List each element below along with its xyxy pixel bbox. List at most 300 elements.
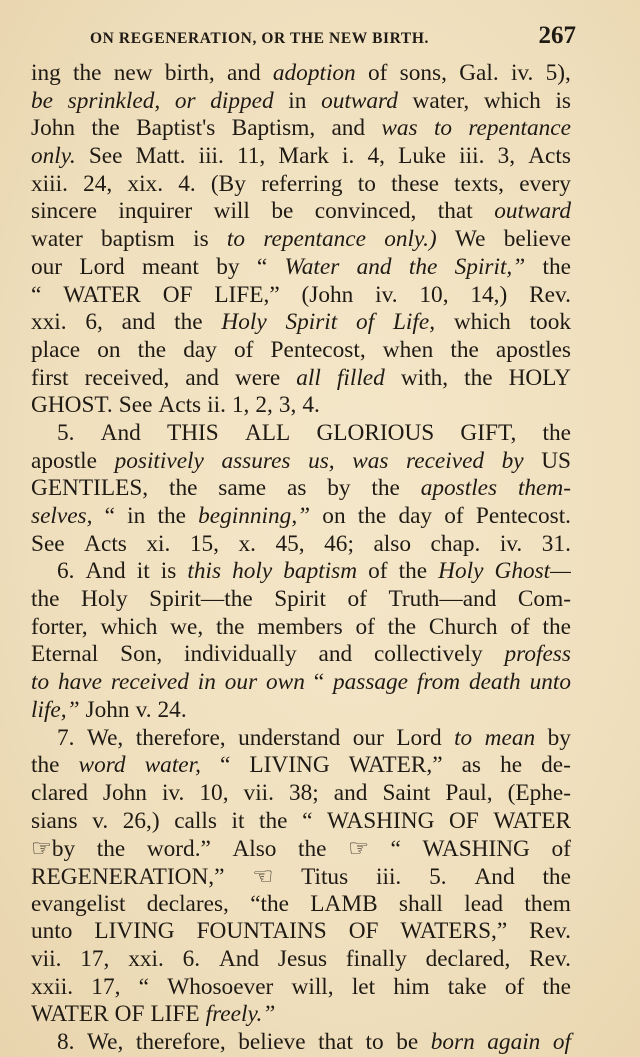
word: of <box>551 836 571 863</box>
word: WATERS,” <box>400 918 508 945</box>
word: or <box>174 87 196 114</box>
word: and <box>333 779 368 806</box>
word: And <box>218 946 260 972</box>
word: Baptist's <box>136 115 216 142</box>
word: of <box>234 336 254 363</box>
word: Life, <box>392 309 436 336</box>
text-line <box>31 1001 571 1029</box>
word: sprinkled, <box>67 87 161 114</box>
word: beginning,” <box>198 503 311 529</box>
word: shall <box>398 890 443 917</box>
text-line <box>31 392 571 420</box>
text-line <box>31 614 571 642</box>
word: will, <box>291 973 334 1000</box>
word: inquirer <box>118 198 193 225</box>
word: Mark <box>278 143 329 170</box>
word: every <box>519 170 571 197</box>
word: holy <box>232 558 273 585</box>
text-line <box>31 752 571 780</box>
word: vii. <box>243 779 274 806</box>
word: adoption <box>272 60 356 86</box>
text-line <box>31 558 571 586</box>
word: will <box>213 198 250 225</box>
text-line <box>31 448 571 476</box>
page-number: 267 <box>538 22 576 49</box>
word: own <box>266 669 305 696</box>
word: of <box>355 613 375 640</box>
text-line <box>31 531 571 559</box>
text-line <box>31 198 571 226</box>
word: the <box>215 613 245 640</box>
word: i. <box>342 143 355 170</box>
word: of <box>367 60 388 86</box>
word: them <box>524 890 571 917</box>
word: understand <box>238 724 341 751</box>
word: and <box>185 364 219 391</box>
word: 45, <box>275 530 305 557</box>
text-line <box>31 254 571 282</box>
word: Lord <box>79 253 125 280</box>
word: by <box>547 724 571 751</box>
word: and <box>356 253 392 280</box>
word: him <box>393 973 430 1000</box>
word: GHOST. <box>31 392 113 419</box>
word: Matt. <box>135 143 186 170</box>
word: death <box>468 669 521 696</box>
word: 5. <box>429 863 447 890</box>
word: be <box>31 87 53 114</box>
word: of <box>368 558 388 585</box>
word: which <box>483 87 541 114</box>
word: also <box>373 530 411 557</box>
word: GIFT, <box>460 419 517 446</box>
word: Gal. <box>459 60 499 86</box>
word: ☜ <box>252 863 274 890</box>
word: which <box>453 309 511 336</box>
word: texts, <box>454 170 504 197</box>
word: 3, <box>497 143 516 170</box>
word: John <box>31 115 76 142</box>
word: Spirit—the <box>149 586 253 613</box>
word: v. <box>135 696 152 723</box>
word: Holy <box>81 586 128 613</box>
word: 4. <box>178 170 196 197</box>
text-line <box>31 309 571 337</box>
word: iv. <box>161 779 185 806</box>
word: iv. <box>375 281 398 308</box>
word: water, <box>144 752 201 779</box>
word: See <box>31 530 65 557</box>
word: it <box>231 807 245 834</box>
word: Titus <box>301 863 349 890</box>
word: outward <box>494 198 571 225</box>
word: profess <box>504 641 571 668</box>
word: of <box>444 503 464 529</box>
word: WATER,” <box>348 752 443 779</box>
word: And <box>100 419 141 446</box>
word: (John <box>301 281 354 308</box>
word: the <box>542 863 571 890</box>
text-line <box>31 891 571 919</box>
word: ALL <box>244 419 291 446</box>
word: assures <box>221 447 291 474</box>
word: forter, <box>31 613 88 640</box>
word: ☞by <box>31 836 76 863</box>
word: mean <box>484 724 536 751</box>
word: have <box>58 669 102 696</box>
word: ☞ <box>348 836 369 863</box>
text-line <box>31 171 571 199</box>
text-line <box>31 641 571 669</box>
word: received, <box>84 364 170 391</box>
word: Water <box>284 253 340 280</box>
word: Rev. <box>529 946 571 972</box>
text-line <box>31 586 571 614</box>
word: 31. <box>541 530 571 557</box>
text-line <box>31 808 571 836</box>
word: Rev. <box>529 281 571 308</box>
word: word.” <box>146 836 211 863</box>
word: repentance <box>263 226 366 253</box>
word: apostle <box>31 447 97 474</box>
word: place <box>31 336 81 363</box>
word: 4, <box>367 143 385 170</box>
word: 6. <box>57 558 75 585</box>
word: Truth—and <box>388 586 497 613</box>
text-line <box>31 475 571 503</box>
word: in <box>288 87 307 114</box>
word: 17, <box>91 973 121 1000</box>
word: “the <box>250 890 289 917</box>
word: Pentecost. <box>475 503 571 529</box>
word: And <box>474 863 515 890</box>
word: day <box>183 336 217 363</box>
word: Acts <box>528 143 571 170</box>
word: let <box>351 973 376 1000</box>
word: We <box>454 226 486 253</box>
word: 6. <box>182 946 201 972</box>
word: WASHING <box>326 807 435 834</box>
word: life,” <box>31 696 80 723</box>
word: sincere <box>31 198 97 225</box>
word: Also <box>232 836 277 863</box>
word: 11, <box>237 143 266 170</box>
text-line <box>31 780 571 808</box>
word: first <box>31 364 69 391</box>
word: sians <box>31 807 78 834</box>
word: freely.” <box>205 1001 276 1028</box>
word: Pentecost, <box>270 336 366 363</box>
word: the <box>137 336 167 363</box>
word: US <box>541 447 571 474</box>
word: from <box>416 669 461 696</box>
word: ii. <box>207 392 226 419</box>
word: Saint <box>382 779 431 806</box>
word: baptism <box>283 558 358 585</box>
word: GENTILES, <box>31 475 149 502</box>
word: this <box>187 558 222 585</box>
word: word <box>78 752 126 779</box>
word: them- <box>517 475 571 502</box>
word: the <box>371 475 400 502</box>
word: xi. <box>146 530 171 557</box>
word: the <box>398 558 428 585</box>
word: to <box>365 1029 384 1056</box>
word: be <box>271 198 294 225</box>
word: referring <box>261 170 343 197</box>
word: 15, <box>189 530 219 557</box>
word: iv. <box>510 60 534 86</box>
word: calls <box>174 807 217 834</box>
word: filled <box>336 364 385 391</box>
word: the <box>464 364 493 391</box>
word: “ <box>256 253 268 280</box>
word: by <box>327 475 351 502</box>
text-line <box>31 337 571 365</box>
word: OF <box>348 918 379 945</box>
word: our <box>224 669 258 696</box>
word: 26,) <box>122 807 160 834</box>
word: “ <box>31 281 42 308</box>
word: dipped <box>210 87 274 114</box>
word: these <box>391 170 439 197</box>
word: took <box>529 309 571 336</box>
word: positively <box>114 447 204 474</box>
word: our <box>352 724 384 751</box>
word: the <box>357 503 387 529</box>
word: members <box>257 613 343 640</box>
word: iii. <box>376 863 402 890</box>
word: OF <box>114 1001 145 1028</box>
word: unto <box>529 669 571 696</box>
word: by <box>216 253 240 280</box>
word: 5. <box>57 419 75 446</box>
word: John <box>85 696 130 723</box>
word: was <box>381 115 418 142</box>
word: 8. <box>57 1029 75 1056</box>
word: See <box>88 143 123 170</box>
word: of <box>552 1029 571 1056</box>
word: he <box>500 752 523 779</box>
word: therefore, <box>135 724 226 751</box>
word: “ <box>390 836 401 863</box>
word: the <box>31 752 60 779</box>
word: of <box>347 586 367 613</box>
word: which <box>100 613 158 640</box>
word: Lord <box>396 724 442 751</box>
word: collectively <box>373 641 483 668</box>
word: John <box>102 779 147 806</box>
word: 5), <box>545 60 571 86</box>
word: iii. <box>459 143 485 170</box>
word: the <box>542 419 571 446</box>
word: the <box>91 115 120 142</box>
word: to <box>454 724 473 751</box>
word: the <box>168 475 198 502</box>
text-line <box>31 863 571 891</box>
word: meant <box>141 253 199 280</box>
word: 46; <box>324 530 354 557</box>
text-line <box>31 420 571 448</box>
word: us, <box>308 447 335 474</box>
word: xxi. <box>128 946 164 972</box>
word: as <box>287 475 307 502</box>
word: See <box>118 392 153 419</box>
word: by <box>501 447 524 474</box>
word: in <box>127 503 146 529</box>
word: Spirit <box>285 309 338 336</box>
word: 1, <box>231 392 250 419</box>
word: 14,) <box>470 281 508 308</box>
word: were <box>234 364 281 391</box>
text-line <box>31 143 571 171</box>
word: 3, <box>278 392 297 419</box>
body-text <box>31 60 571 1057</box>
word: And <box>85 558 126 585</box>
word: vii. <box>31 946 62 972</box>
word: LIVING <box>249 752 330 779</box>
word: day <box>398 503 433 529</box>
word: the <box>259 807 288 834</box>
word: sons, <box>399 60 447 86</box>
text-line <box>31 88 571 116</box>
word: believe <box>503 226 571 253</box>
word: in <box>197 669 216 696</box>
word: ing <box>31 60 61 86</box>
word: REGENERATION,” <box>31 863 225 890</box>
word: of <box>510 613 530 640</box>
word: Whosoever <box>167 973 274 1000</box>
word: of <box>356 309 375 336</box>
word: Spirit <box>274 586 326 613</box>
word: water, <box>412 87 470 114</box>
word: that <box>318 1029 353 1056</box>
text-line <box>31 226 571 254</box>
word: LIFE <box>150 1001 200 1028</box>
word: chap. <box>430 530 481 557</box>
word: 24. <box>157 696 187 723</box>
word: WATER <box>63 281 141 308</box>
word: (By <box>210 170 246 197</box>
word: 10, <box>419 281 449 308</box>
text-line <box>31 1029 571 1057</box>
text-line <box>31 669 571 697</box>
word: on <box>322 503 346 529</box>
word: all <box>296 364 321 391</box>
word: unto <box>31 918 73 945</box>
text-line <box>31 835 571 863</box>
word: WASHING <box>422 836 530 863</box>
word: the <box>174 309 203 336</box>
word: xiii. <box>31 170 68 197</box>
word: Holy <box>438 558 484 585</box>
word: the <box>542 613 571 640</box>
word: “ <box>220 752 231 779</box>
word: Paul, <box>445 779 493 806</box>
word: received <box>406 447 485 474</box>
word: LIFE,” <box>214 281 280 308</box>
word: xxii. <box>31 973 74 1000</box>
word: with, <box>400 364 449 391</box>
word: was <box>352 447 389 474</box>
word: “ <box>302 807 313 834</box>
word: lead <box>464 890 504 917</box>
word: declares, <box>146 890 229 917</box>
word: Com- <box>517 586 571 613</box>
word: as <box>461 752 482 779</box>
word: xix. <box>127 170 164 197</box>
word: we, <box>170 613 204 640</box>
word: 6, <box>85 309 103 336</box>
word: the <box>542 973 571 1000</box>
word: iii. <box>198 143 224 170</box>
word: xxi. <box>31 309 67 336</box>
word: the <box>157 503 186 529</box>
word: repentance <box>468 115 571 142</box>
word: Rev. <box>529 918 571 945</box>
word: the <box>73 60 102 86</box>
word: LIVING <box>94 918 175 945</box>
word: 10, <box>199 779 229 806</box>
word: We, <box>87 1029 124 1056</box>
word: x. <box>238 530 256 557</box>
word: therefore, <box>135 1029 226 1056</box>
word: “ <box>138 973 149 1000</box>
word: the <box>96 836 126 863</box>
text-line <box>31 115 571 143</box>
word: Baptism, <box>231 115 316 142</box>
word: Spirit,” <box>454 253 526 280</box>
word: apostles <box>420 475 498 502</box>
word: birth, <box>164 60 215 86</box>
word: take <box>447 973 487 1000</box>
word: to <box>226 226 246 253</box>
page-header <box>90 22 576 56</box>
word: clared <box>31 779 88 806</box>
word: (Ephe- <box>507 779 571 806</box>
word: received <box>110 669 189 696</box>
word: the <box>408 253 438 280</box>
word: Holy <box>221 309 267 336</box>
word: baptism <box>101 226 175 253</box>
word: the <box>387 613 417 640</box>
word: only.) <box>384 226 437 253</box>
word: 2, <box>255 392 273 419</box>
word: to <box>31 669 50 696</box>
word: evangelist <box>31 890 126 917</box>
word: water <box>31 226 83 253</box>
text-line <box>31 365 571 393</box>
word: is <box>555 87 571 114</box>
word: and <box>226 60 261 86</box>
word: Eternal <box>31 641 99 668</box>
word: declared, <box>425 946 511 972</box>
word: Acts <box>84 530 127 557</box>
word: apostles <box>495 336 571 363</box>
word: that <box>437 198 473 225</box>
word: again <box>487 1029 541 1056</box>
text-line <box>31 974 571 1002</box>
word: the <box>31 586 60 613</box>
word: 24, <box>83 170 113 197</box>
word: believe <box>238 1029 306 1056</box>
word: finally <box>345 946 407 972</box>
word: THIS <box>166 419 219 446</box>
word: on <box>97 336 121 363</box>
word: “ <box>104 503 115 529</box>
word: GLORIOUS <box>316 419 435 446</box>
word: iv. <box>499 530 523 557</box>
